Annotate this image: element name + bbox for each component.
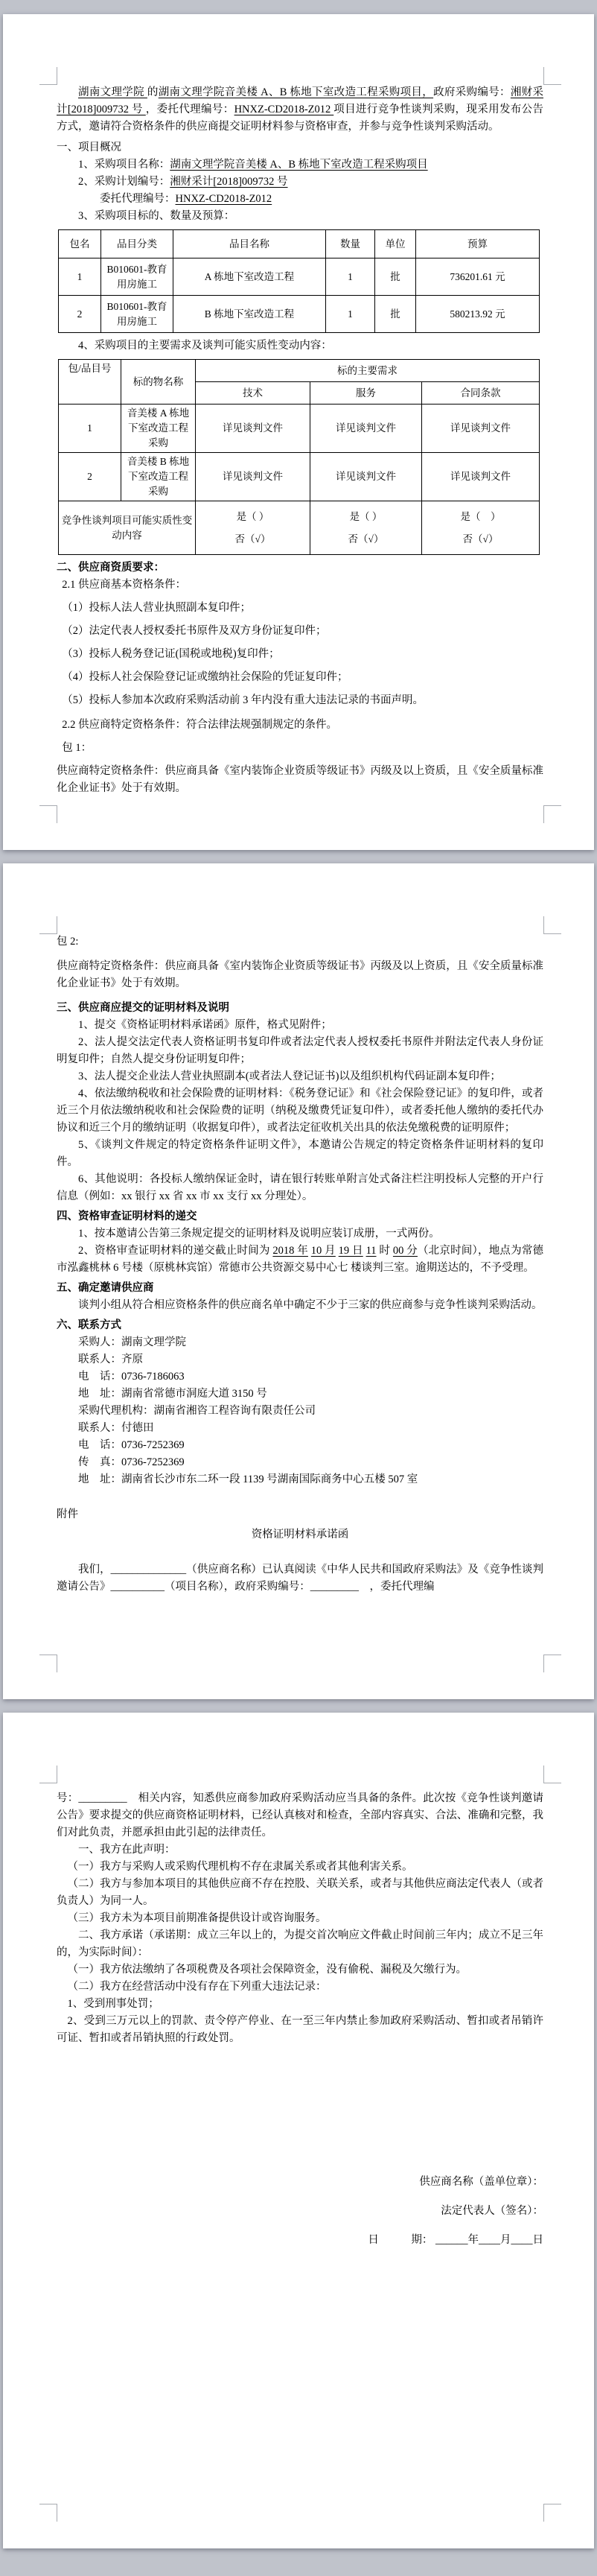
- supplier-name-sign-line: [57, 2174, 543, 2191]
- text-run: （3）投标人税务登记证(国税或地税)复印件；: [62, 648, 280, 660]
- page-1: [3, 14, 594, 850]
- underlined-text: 湖南文理学院: [78, 86, 147, 98]
- text-run: 法定代表人（签名）：: [441, 2205, 543, 2217]
- text-run: （1）投标人法人营业执照副本复印件；: [62, 602, 251, 614]
- page-1-content: [57, 84, 543, 808]
- underlined-text: 11: [365, 1245, 377, 1257]
- table-row: [59, 405, 540, 453]
- underlined-text: 湖南文理学院音美楼 A、B 栋地下室改造工程采购项目: [170, 159, 428, 171]
- table-cell: 竞争性谈判项目可能实质性变动内容: [59, 501, 196, 555]
- table-cell: 是（ ） 否（√）: [196, 501, 310, 555]
- paragraph: [57, 1034, 543, 1068]
- table-cell: 1: [326, 296, 375, 333]
- attachment-label: [57, 1506, 543, 1523]
- table-cell: 包名: [59, 230, 101, 258]
- paragraph: [57, 1368, 543, 1386]
- text-run: 4、依法缴纳税收和社会保险费的证明材料：《税务登记证》和《社会保险登记证》的复印件，或者近三个月依法缴纳税收和社会保险费的证明（纳税及缴费凭证复印件），或者委托他人缴纳的委托代办协议和近三个月的缴纳证明（收据复印件），或者法定征收机关出具的依法免缴税费的证明原件；: [57, 1088, 543, 1134]
- page-2-content: [57, 933, 543, 1657]
- text-run: 1、提交《资格证明材料承诺函》原件，格式见附件；: [78, 1019, 332, 1031]
- table-cell: 详见谈判文件: [310, 405, 422, 453]
- paragraph: [57, 763, 543, 797]
- text-run: 谈判小组从符合相应资格条件的供应商名单中确定不少于三家的供应商参与竞争性谈判采购活动。: [78, 1299, 543, 1311]
- paragraph: [57, 1403, 543, 1420]
- paragraph: [57, 1243, 543, 1277]
- text-run: 2、受到三万元以上的罚款、责令停产停业、在一至三年内禁止参加政府采购活动、暂扣或者吊销许可证、暂扣或者吊销执照的行政处罚。: [57, 2015, 543, 2044]
- text-run: 传 真：0736-7252369: [78, 1456, 185, 1468]
- section-4-heading: [57, 1208, 543, 1225]
- table-cell: 预算: [416, 230, 540, 258]
- table-cell: 合同条款: [422, 382, 540, 405]
- text-run: 委托代理编号：: [100, 193, 176, 205]
- table-row: [59, 296, 540, 333]
- legal-representative-sign-line: [57, 2203, 543, 2220]
- paragraph: [57, 577, 543, 594]
- table-cell: 单位: [375, 230, 416, 258]
- text-run: 二、供应商资质要求：: [57, 562, 165, 574]
- table-cell: 批: [375, 296, 416, 333]
- table-row: [59, 360, 540, 382]
- table-cell: 736201.61 元: [416, 258, 540, 296]
- underlined-text: HNXZ-CD2018-Z012: [175, 193, 272, 205]
- attachment-title: [57, 1526, 543, 1544]
- table-cell: 包/品目号: [59, 360, 121, 405]
- table-cell: 1: [59, 258, 101, 296]
- table-row: [59, 501, 540, 555]
- page-2: [3, 863, 594, 1699]
- margin-crop-mark: [543, 805, 561, 823]
- paragraph: [57, 1437, 543, 1454]
- table-cell: 音美楼 A 栋地下室改造工程采购: [121, 405, 196, 453]
- document-canvas: [0, 14, 597, 2548]
- section-3-heading: [57, 1000, 543, 1017]
- text-run: 供应商名称（盖单位章）：: [419, 2176, 543, 2188]
- text-run: 包 2:: [57, 936, 79, 948]
- text-run: 地 址：湖南省常德市洞庭大道 3150 号: [78, 1388, 267, 1400]
- paragraph: [57, 2013, 543, 2047]
- text-run: 采购人：湖南文理学院: [78, 1336, 186, 1348]
- text-run: 1、受到刑事处罚；: [67, 1998, 159, 2010]
- intro-paragraph: [57, 84, 543, 136]
- paragraph: [57, 1454, 543, 1471]
- paragraph: [57, 1979, 543, 1996]
- text-run: （二）我方在经营活动中没有存在下列重大违法记录：: [67, 1981, 327, 1993]
- paragraph: [57, 1085, 543, 1137]
- text-run: 1、按本邀请公告第三条规定提交的证明材料及说明应装订成册，一式两份。: [78, 1228, 440, 1240]
- table-cell: 详见谈判文件: [196, 453, 310, 501]
- text-run: 2.2 供应商特定资格条件：符合法律法规强制规定的条件。: [62, 719, 337, 731]
- text-run: 联系人：付德田: [78, 1422, 154, 1434]
- paragraph: [57, 1017, 543, 1034]
- paragraph: [57, 1471, 543, 1488]
- text-run: 一、项目概况: [57, 142, 121, 153]
- underlined-text: 湘财采计[2018]009732 号: [170, 176, 288, 188]
- paragraph: [57, 692, 543, 709]
- paragraph: [57, 1876, 543, 1910]
- text-run: 附件: [57, 1509, 78, 1520]
- text-run: 电 话：0736-7252369: [78, 1439, 185, 1451]
- text-run: ，委托代理编号：: [145, 104, 234, 115]
- text-run: 1、采购项目名称：: [78, 159, 170, 171]
- paragraph: [57, 1334, 543, 1351]
- table-cell: 2: [59, 453, 121, 501]
- table-cell: B010601-教育用房施工: [101, 258, 173, 296]
- text-run: 时: [376, 1245, 393, 1257]
- paragraph: [57, 1171, 543, 1205]
- paragraph: [57, 337, 543, 355]
- table-cell: 1: [59, 405, 121, 453]
- underlined-text: 00 分: [392, 1245, 418, 1257]
- table-cell: 详见谈判文件: [310, 453, 422, 501]
- text-run: 2.1 供应商基本资格条件：: [62, 579, 186, 591]
- paragraph: [57, 208, 543, 225]
- table-cell: 详见谈判文件: [196, 405, 310, 453]
- section-6-heading: [57, 1317, 543, 1334]
- text-run: 2、法人提交法定代表人资格证明书复印件或者法定代表人授权委托书原件并附法定代表人身份证明复印件；自然人提交身份证明复印件；: [57, 1036, 543, 1065]
- text-run: 二、我方承诺（承诺期：成立三年以上的，为提交首次响应文件截止时间前三年内；成立不足三年的，为实际时间）：: [57, 1929, 543, 1958]
- paragraph: [57, 933, 543, 951]
- paragraph: [57, 156, 543, 174]
- text-run: 号：_________ 相关内容，知悉供应商参加政府采购活动应当具备的条件。此次按《竞争性谈判邀请公告》要求提交的供应商资格证明材料，已经认真核对和检查，全部内容真实、合法、准确和完整，我们对此负责，并愿承担由此引起的法律责任。: [57, 1792, 543, 1839]
- text-run: 电 话：0736-7186063: [78, 1371, 185, 1383]
- underlined-text: 19 日: [338, 1245, 363, 1257]
- margin-crop-mark: [39, 805, 57, 823]
- paragraph: [57, 623, 543, 640]
- text-run: 我们，______________（供应商名称）已认真阅读《中华人民共和国政府采购法》及《竞争性谈判邀请公告》__________（项目名称），政府采购编号：_________ ，委托代理编: [57, 1564, 543, 1593]
- section-2-heading: [57, 559, 543, 577]
- section-5-heading: [57, 1280, 543, 1297]
- requirements-table: [58, 359, 540, 555]
- margin-crop-mark: [543, 1766, 561, 1783]
- paragraph: [57, 1790, 543, 1841]
- paragraph: [57, 1420, 543, 1437]
- margin-crop-mark: [39, 2504, 57, 2522]
- text-run: （一）我方与采购人或采购代理机构不存在隶属关系或者其他利害关系。: [67, 1861, 413, 1873]
- table-row: [59, 453, 540, 501]
- text-run: （北京时间），地点为常德市泓鑫桃林 6 号楼（原桃林宾馆）常德市公共资源交易中心七 楼谈判三室。逾期送达的，不予受理。: [57, 1245, 543, 1274]
- underlined-text: 湘财采计[2018]009732 号: [57, 86, 543, 115]
- table-cell: 数量: [326, 230, 375, 258]
- text-run: 三、供应商应提交的证明材料及说明: [57, 1002, 229, 1014]
- text-run: 项目进行竞争性谈判采购，现采用发布公告方式，邀请符合资格条件的供应商提交证明材料参与资格审查，并参与竞争性谈判采购活动。: [57, 104, 543, 133]
- text-run: 联系人：齐原: [78, 1354, 143, 1365]
- text-run: 六、联系方式: [57, 1319, 121, 1331]
- text-run: 2、资格审查证明材料的递交截止时间为: [78, 1245, 273, 1257]
- paragraph: [57, 646, 543, 663]
- text-run: 2、采购计划编号：: [78, 176, 170, 188]
- margin-crop-mark: [543, 67, 561, 85]
- text-run: 3、采购项目标的、数量及预算：: [78, 210, 235, 222]
- text-run: 6、其他说明：各投标人缴纳保证金时，请在银行转账单附言处式备注栏注明投标人完整的开户行信息（例如：xx 银行 xx 省 xx 市 xx 支行 xx 分理处）。: [57, 1173, 543, 1202]
- underlined-text: 10 月: [310, 1245, 336, 1257]
- paragraph: [57, 958, 543, 992]
- margin-crop-mark: [543, 916, 561, 934]
- text-run: 地 址：湖南省长沙市东二环一段 1139 号湖南国际商务中心五楼 507 室: [78, 1473, 418, 1485]
- table-cell: 详见谈判文件: [422, 405, 540, 453]
- date-sign-line: [57, 2232, 543, 2249]
- text-run: 4、采购项目的主要需求及谈判可能实质性变动内容：: [78, 340, 332, 352]
- table-row: [59, 230, 540, 258]
- table-cell: 是（ ） 否（√）: [422, 501, 540, 555]
- margin-crop-mark: [543, 1655, 561, 1672]
- table-cell: 详见谈判文件: [422, 453, 540, 501]
- paragraph: [57, 600, 543, 617]
- paragraph: [57, 1910, 543, 1927]
- table-cell: 标的主要需求: [196, 360, 540, 382]
- text-run: （4）投标人社会保险登记证或缴纳社会保险的凭证复印件；: [62, 671, 348, 683]
- underlined-text: 湖南文理学院音美楼 A、B 栋地下室改造工程采购项目，: [158, 86, 434, 98]
- margin-crop-mark: [39, 1766, 57, 1783]
- table-cell: 580213.92 元: [416, 296, 540, 333]
- page-3-content: [57, 1783, 543, 2507]
- table-cell: 标的物名称: [121, 360, 196, 405]
- table-cell: A 栋地下室改造工程: [173, 258, 326, 296]
- text-run: 5、《谈判文件规定的特定资格条件证明文件》，本邀请公告规定的特定资格条件证明材料的复印件。: [57, 1139, 543, 1168]
- table-cell: 是（ ） 否（√）: [310, 501, 422, 555]
- paragraph: [57, 174, 543, 191]
- paragraph: [57, 1386, 543, 1403]
- text-run: 供应商特定资格条件：供应商具备《室内装饰企业资质等级证书》丙级及以上资质，且《安全质量标准化企业证书》处于有效期。: [57, 765, 543, 794]
- table-cell: 2: [59, 296, 101, 333]
- text-run: （三）我方未为本项目前期准备提供设计或咨询服务。: [67, 1912, 327, 1924]
- text-run: （2）法定代表人授权委托书原件及双方身份证复印件；: [62, 625, 327, 637]
- page-3: [3, 1713, 594, 2548]
- paragraph: [57, 1961, 543, 1979]
- text-run: 政府采购编号：: [433, 86, 511, 98]
- paragraph: [57, 1225, 543, 1243]
- paragraph: [57, 1561, 543, 1596]
- procurement-items-table: [58, 229, 540, 333]
- text-run: 3、法人提交企业法人营业执照副本(或者法人登记证书)以及组织机构代码证副本复印件；: [78, 1070, 501, 1082]
- text-run: 供应商特定资格条件：供应商具备《室内装饰企业资质等级证书》丙级及以上资质，且《安全质量标准化企业证书》处于有效期。: [57, 960, 543, 989]
- paragraph: [57, 1297, 543, 1314]
- margin-crop-mark: [39, 67, 57, 85]
- paragraph: [57, 717, 543, 734]
- paragraph: [57, 1927, 543, 1961]
- paragraph: [57, 1841, 543, 1859]
- paragraph: [57, 1859, 543, 1876]
- text-run: 五、确定邀请供应商: [57, 1282, 154, 1294]
- table-cell: 服务: [310, 382, 422, 405]
- table-cell: 1: [326, 258, 375, 296]
- paragraph: [57, 740, 543, 757]
- text-run: （一）我方依法缴纳了各项税费及各项社会保障资金，没有偷税、漏税及欠缴行为。: [67, 1964, 467, 1976]
- margin-crop-mark: [543, 2504, 561, 2522]
- table-cell: 音美楼 B 栋地下室改造工程采购: [121, 453, 196, 501]
- text-run: 资格证明材料承诺函: [251, 1529, 349, 1541]
- underlined-text: HNXZ-CD2018-Z012: [234, 104, 334, 115]
- text-run: （5）投标人参加本次政府采购活动前 3 年内没有重大违法记录的书面声明。: [62, 694, 424, 706]
- paragraph: [57, 669, 543, 686]
- paragraph: [57, 1068, 543, 1085]
- table-row: [59, 258, 540, 296]
- table-cell: B 栋地下室改造工程: [173, 296, 326, 333]
- section-1-heading: [57, 139, 543, 156]
- table-cell: 批: [375, 258, 416, 296]
- text-run: （二）我方与参加本项目的其他供应商不存在控股、关联关系，或者与其他供应商法定代表人（或者负责人）为同一人。: [57, 1878, 543, 1907]
- underlined-text: 2018 年: [272, 1245, 308, 1257]
- table-cell: 技术: [196, 382, 310, 405]
- paragraph: [57, 1351, 543, 1368]
- paragraph: [57, 191, 543, 208]
- table-cell: 品目名称: [173, 230, 326, 258]
- text-run: 的: [147, 86, 159, 98]
- text-run: 日 期： ______年____月____日: [368, 2234, 543, 2246]
- text-run: 包 1：: [62, 742, 92, 754]
- table-cell: B010601-教育用房施工: [101, 296, 173, 333]
- paragraph: [57, 1137, 543, 1171]
- text-run: 采购代理机构：湖南省湘咨工程咨询有限责任公司: [78, 1405, 316, 1417]
- paragraph: [57, 1996, 543, 2013]
- margin-crop-mark: [39, 916, 57, 934]
- text-run: 一、我方在此声明：: [78, 1844, 176, 1856]
- margin-crop-mark: [39, 1655, 57, 1672]
- table-cell: 品目分类: [101, 230, 173, 258]
- text-run: 四、资格审查证明材料的递交: [57, 1211, 197, 1222]
